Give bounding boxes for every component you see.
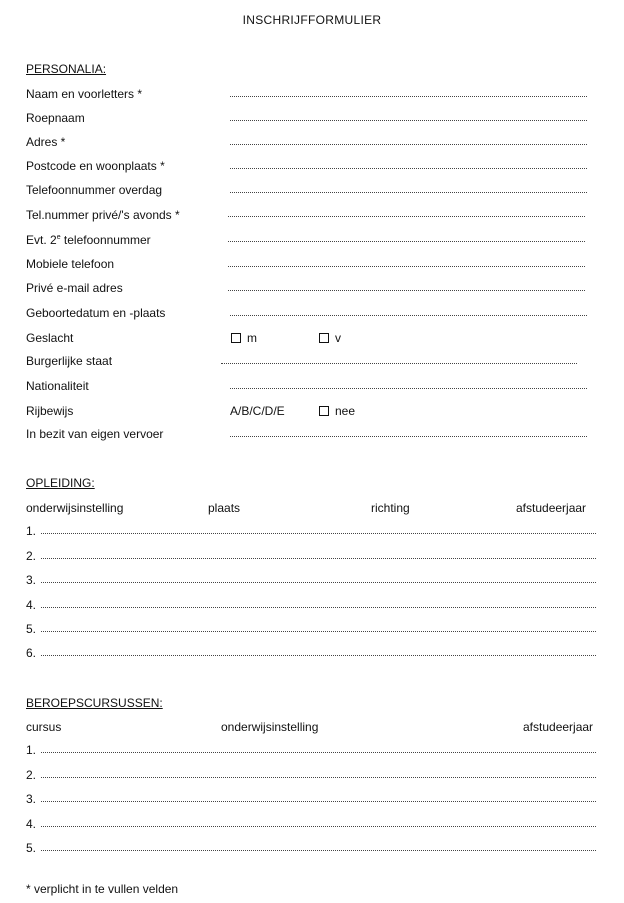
cursussen-row-number: 4. <box>26 817 37 831</box>
opleiding-col-afstudeerjaar: afstudeerjaar <box>516 501 587 515</box>
cursussen-row-line[interactable] <box>41 777 596 778</box>
checkbox-square-icon <box>319 406 329 416</box>
cursussen-row-number: 3. <box>26 792 37 806</box>
checkbox-geslacht-m[interactable]: m <box>231 331 257 345</box>
opleiding-col-plaats: plaats <box>208 501 241 515</box>
field-label-postcode: Postcode en woonplaats * <box>26 159 165 173</box>
opleiding-row-line[interactable] <box>41 607 596 608</box>
footnote: * verplicht in te vullen velden <box>26 882 179 896</box>
field-label-telefoon-overdag: Telefoonnummer overdag <box>26 183 163 197</box>
field-line-roepnaam[interactable] <box>230 120 587 121</box>
cursussen-row-line[interactable] <box>41 752 596 753</box>
field-label-telefoon-prive: Tel.nummer privé/'s avonds * <box>26 208 180 222</box>
opleiding-row-line[interactable] <box>41 631 596 632</box>
field-line-geboorte[interactable] <box>230 315 587 316</box>
checkbox-square-icon <box>319 333 329 343</box>
checkbox-geslacht-v[interactable]: v <box>319 331 341 345</box>
field-label-mobiel: Mobiele telefoon <box>26 257 115 271</box>
opleiding-row-number: 6. <box>26 646 37 660</box>
opleiding-row-number: 1. <box>26 524 37 538</box>
field-label-geslacht: Geslacht <box>26 331 74 345</box>
field-line-telefoon-prive[interactable] <box>228 216 585 217</box>
field-label-eigen-vervoer: In bezit van eigen vervoer <box>26 427 164 441</box>
opleiding-row-number: 5. <box>26 622 37 636</box>
opleiding-col-richting: richting <box>371 501 410 515</box>
opleiding-row-number: 3. <box>26 573 37 587</box>
opleiding-row-number: 4. <box>26 598 37 612</box>
field-line-postcode[interactable] <box>230 168 587 169</box>
field-line-burgerlijke-staat[interactable] <box>221 363 577 364</box>
field-label-tweede-telefoon: Evt. 2e telefoonnummer <box>26 233 151 247</box>
field-label-roepnaam: Roepnaam <box>26 111 85 125</box>
field-line-eigen-vervoer[interactable] <box>230 436 587 437</box>
field-label-burgerlijke-staat: Burgerlijke staat <box>26 354 113 368</box>
opleiding-row-line[interactable] <box>41 558 596 559</box>
field-line-email[interactable] <box>228 290 585 291</box>
field-line-nationaliteit[interactable] <box>230 388 587 389</box>
cursussen-col-cursus: cursus <box>26 720 62 734</box>
opleiding-row-line[interactable] <box>41 655 596 656</box>
field-line-adres[interactable] <box>230 144 587 145</box>
cursussen-row-line[interactable] <box>41 826 596 827</box>
field-label-nationaliteit: Nationaliteit <box>26 379 89 393</box>
field-line-naam[interactable] <box>230 96 587 97</box>
cursussen-row-number: 1. <box>26 743 37 757</box>
field-label-naam: Naam en voorletters * <box>26 87 143 101</box>
opleiding-row-number: 2. <box>26 549 37 563</box>
checkbox-square-icon <box>231 333 241 343</box>
rijbewijs-categories[interactable]: A/B/C/D/E <box>230 404 285 418</box>
field-line-telefoon-overdag[interactable] <box>230 192 587 193</box>
cursussen-row-line[interactable] <box>41 801 596 802</box>
cursussen-col-afstudeerjaar: afstudeerjaar <box>523 720 594 734</box>
opleiding-col-onderwijsinstelling: onderwijsinstelling <box>26 501 124 515</box>
opleiding-row-line[interactable] <box>41 533 596 534</box>
field-line-tweede-telefoon[interactable] <box>228 241 585 242</box>
opleiding-heading: OPLEIDING: <box>26 476 95 490</box>
field-label-adres: Adres * <box>26 135 66 149</box>
cursussen-row-number: 5. <box>26 841 37 855</box>
cursussen-row-line[interactable] <box>41 850 596 851</box>
field-label-geboorte: Geboortedatum en -plaats <box>26 306 166 320</box>
field-label-rijbewijs: Rijbewijs <box>26 404 74 418</box>
personalia-heading: PERSONALIA: <box>26 62 107 76</box>
checkbox-rijbewijs-nee[interactable]: nee <box>319 404 355 418</box>
opleiding-row-line[interactable] <box>41 582 596 583</box>
cursussen-row-number: 2. <box>26 768 37 782</box>
cursussen-col-onderwijsinstelling: onderwijsinstelling <box>221 720 319 734</box>
field-line-mobiel[interactable] <box>228 266 585 267</box>
beroepscursussen-heading: BEROEPSCURSUSSEN: <box>26 696 163 710</box>
field-label-email: Privé e-mail adres <box>26 281 123 295</box>
form-title: INSCHRIJFFORMULIER <box>242 13 382 27</box>
